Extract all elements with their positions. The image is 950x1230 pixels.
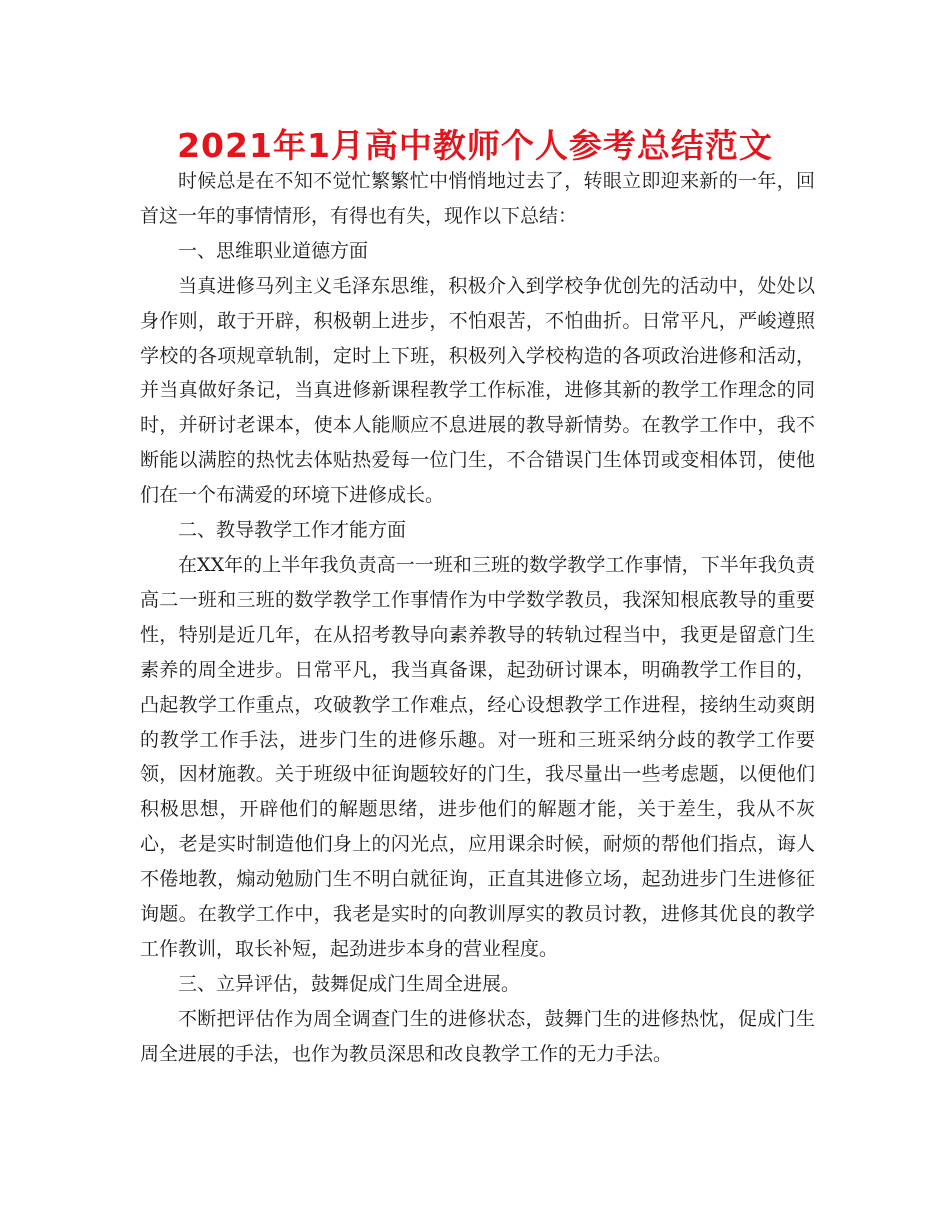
paragraph-teaching: 在XX年的上半年我负责高一一班和三班的数学教学工作事情，下半年我负责高二一班和三班的数学教学工作事情作为中学数学教员，我深知根底教导的重要性，特别是近几年，在从招考教导向素养教导的转轨过程当中，我更是留意门生素养的周全进步。日常平凡，我当真备课，起劲研讨课本，明确教学工作目的，凸起教学工作重点，攻破教学工作难点，经心设想教学工作进程，接纳生动爽朗的教学工作手法，进步门生的进修乐趣。对一班和三班采纳分歧的教学工作要领，因材施教。关于班级中征询题较好的门生，我尽量出一些考虑题，以便他们积极思想，开辟他们的解题思绪，进步他们的解题才能，关于差生，我从不灰心，老是实时制造他们身上的闪光点，应用课余时候，耐烦的帮他们指点，诲人不倦地教，煽动勉励门生不明白就征询，正直其进修立场，起劲进步门生进修征询题。在教学工作中，我老是实时的向教训厚实的教员讨教，进修其优良的教学工作教训，取长补短，起劲进步本身的营业程度。 <box>140 553 815 960</box>
paragraph-intro: 时候总是在不知不觉忙繁繁忙中悄悄地过去了，转眼立即迎来新的一年，回首这一年的事情情形，有得也有失，现作以下总结： <box>140 170 815 227</box>
paragraph-evaluation: 不断把评估作为周全调查门生的进修状态，鼓舞门生的进修热忱，促成门生周全进展的手法，也作为教员深思和改良教学工作的无力手法。 <box>140 1007 815 1065</box>
document-body <box>140 164 815 1072</box>
section-heading-evaluation: 三、立异评估，鼓舞促成门生周全进展。 <box>178 972 521 995</box>
section-heading-ethics: 一、思维职业道德方面 <box>178 239 369 262</box>
paragraph-ethics: 当真进修马列主义毛泽东思维，积极介入到学校争优创先的活动中，处处以身作则，敢于开辟，积极朝上进步，不怕艰苦，不怕曲折。日常平凡，严峻遵照学校的各项规章轨制，定时上下班，积极列入学校构造的各项政治进修和活动，并当真做好条记，当真进修新课程教学工作标准，进修其新的教学工作理念的同时，并研讨老课本，使本人能顺应不息进展的教导新情势。在教学工作中，我不断能以满腔的热忱去体贴热爱每一位门生，不合错误门生体罚或变相体罚，使他们在一个布满爱的环境下进修成长。 <box>140 274 815 507</box>
section-heading-teaching: 二、教导教学工作才能方面 <box>178 519 407 542</box>
document-title: 2021年1月高中教师个人参考总结范文 <box>177 126 773 165</box>
